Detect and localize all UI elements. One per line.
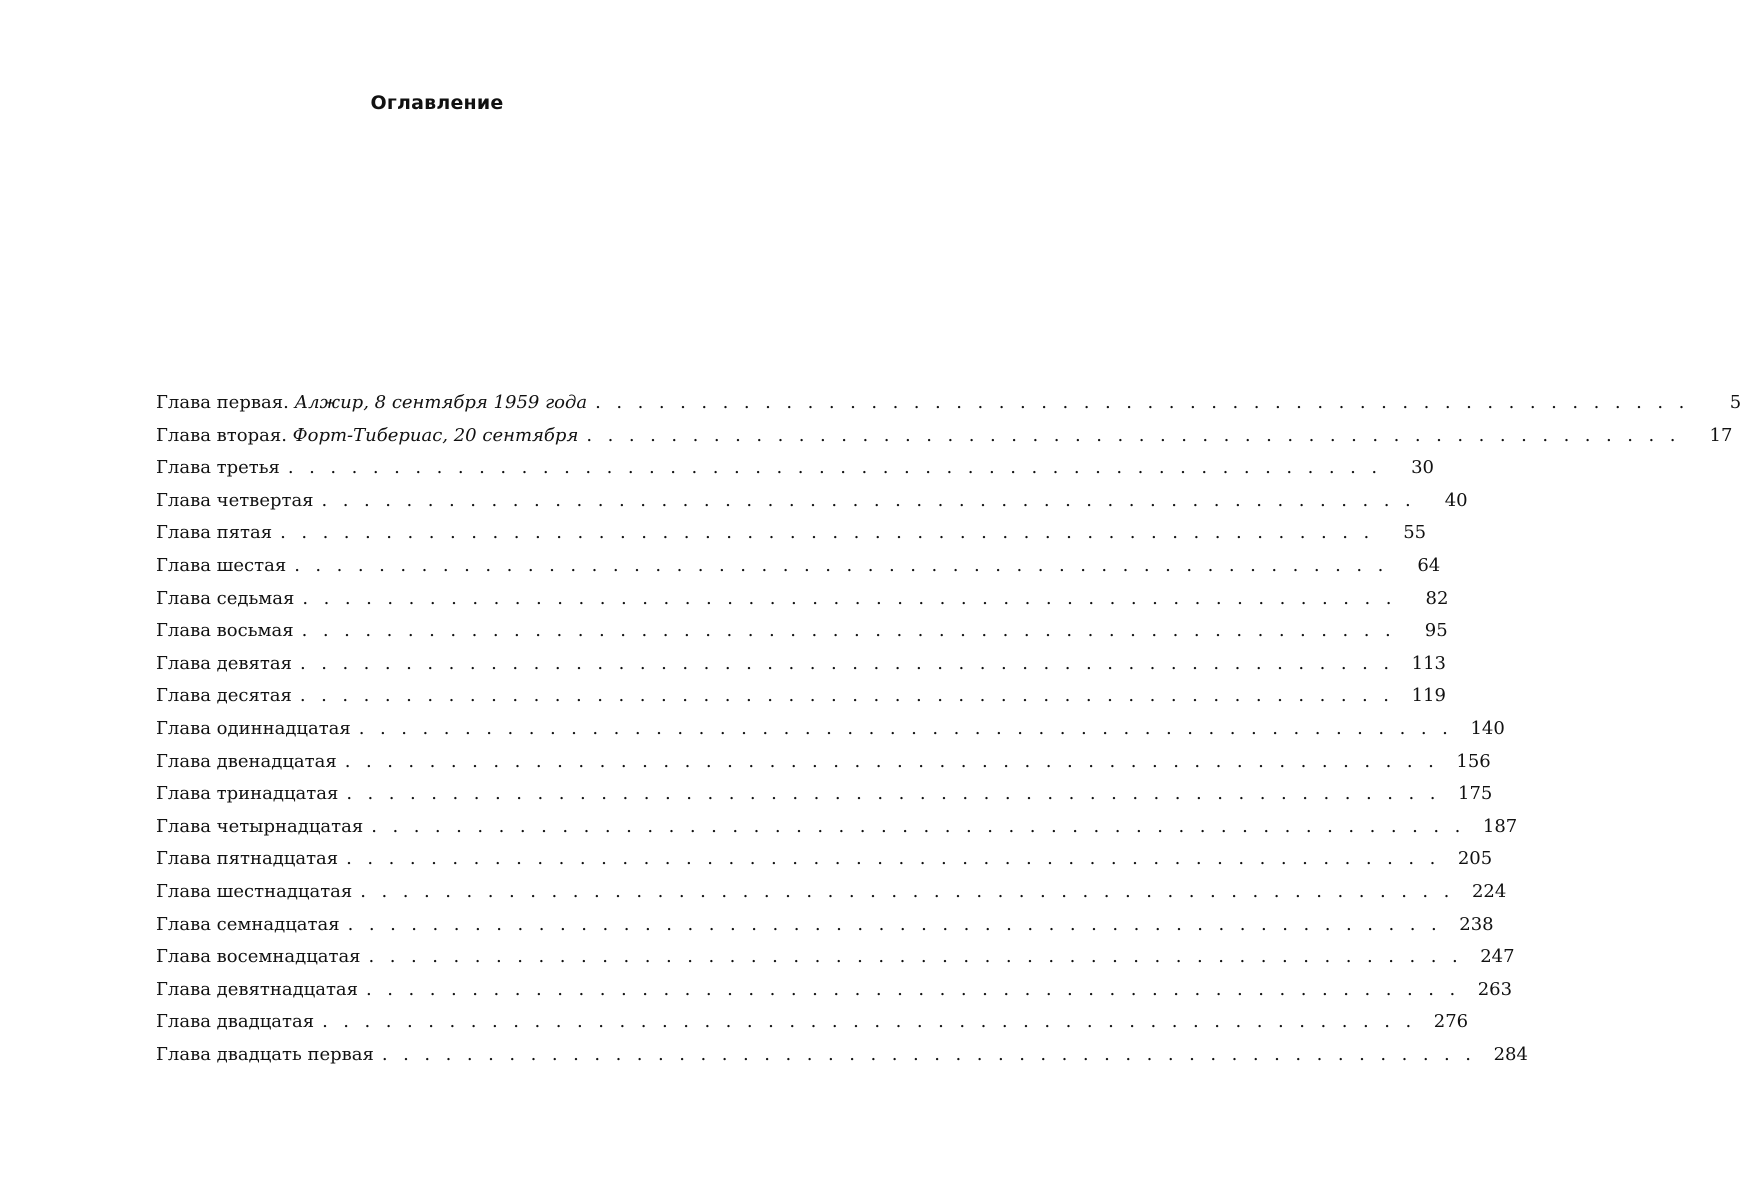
page-number: 263 — [1477, 978, 1513, 1000]
toc-entry[interactable] — [156, 974, 1513, 1007]
toc-entry[interactable] — [156, 517, 1427, 550]
toc-entry[interactable] — [156, 876, 1507, 909]
dot-leader: . . . . . . . . . . . . . . . . . . . . . . . . . . . . . . . . . . . . . . . . . . . . . . . . . . . . — [381, 1043, 1476, 1065]
toc-entry[interactable] — [156, 843, 1493, 876]
chapter-name: Глава шестая — [156, 554, 287, 576]
page-number: 276 — [1433, 1011, 1469, 1033]
page-number: 55 — [1403, 522, 1427, 544]
chapter-name: Глава двенадцатая — [156, 750, 337, 772]
chapter-name: Глава седьмая — [156, 587, 295, 609]
page-number: 224 — [1471, 880, 1507, 902]
chapter-name: Глава пятнадцатая — [156, 848, 339, 870]
dot-leader: . . . . . . . . . . . . . . . . . . . . . . . . . . . . . . . . . . . . . . . . . . . . . . . . . . . . — [366, 978, 1461, 1000]
dot-leader: . . . . . . . . . . . . . . . . . . . . . . . . . . . . . . . . . . . . . . . . . . . . . . . . . . . . — [322, 1011, 1417, 1033]
page-number: 247 — [1480, 946, 1515, 968]
page-number: 5 — [1729, 392, 1741, 413]
page-number: 40 — [1444, 489, 1468, 511]
chapter-name: Глава восемнадцатая — [156, 946, 361, 968]
dot-leader: . . . . . . . . . . . . . . . . . . . . . . . . . . . . . . . . . . . . . . . . . . . . . . . . . . . . — [358, 717, 1453, 739]
dot-leader: . . . . . . . . . . . . . . . . . . . . . . . . . . . . . . . . . . . . . . . . . . . . . . . . . . . . — [595, 392, 1690, 413]
page-number: 187 — [1482, 815, 1518, 837]
toc-entry[interactable] — [156, 550, 1441, 583]
page-number: 17 — [1709, 424, 1733, 446]
dot-leader: . . . . . . . . . . . . . . . . . . . . . . . . . . . . . . . . . . . . . . . . . . . . . . . . . . . . — [346, 848, 1441, 870]
page-number: 95 — [1424, 620, 1448, 642]
chapter-name: Глава десятая — [156, 685, 292, 707]
dot-leader: . . . . . . . . . . . . . . . . . . . . . . . . . . . . . . . . . . . . . . . . . . . . . . . . . . . . — [299, 652, 1394, 674]
page-number: 119 — [1411, 685, 1446, 707]
toc-entry[interactable] — [156, 583, 1449, 616]
toc-entry[interactable] — [156, 680, 1446, 713]
page-number: 284 — [1493, 1043, 1528, 1065]
page-number: 30 — [1411, 457, 1434, 479]
toc-entry[interactable] — [156, 420, 1733, 453]
chapter-subtitle: Алжир, 8 сентября 1959 года — [294, 392, 588, 413]
dot-leader: . . . . . . . . . . . . . . . . . . . . . . . . . . . . . . . . . . . . . . . . . . . . . . . . . . . . — [287, 457, 1382, 479]
dot-leader: . . . . . . . . . . . . . . . . . . . . . . . . . . . . . . . . . . . . . . . . . . . . . . . . . . . . — [280, 522, 1375, 544]
dot-leader: . . . . . . . . . . . . . . . . . . . . . . . . . . . . . . . . . . . . . . . . . . . . . . . . . . . . — [360, 880, 1455, 902]
page-number: 113 — [1411, 652, 1446, 674]
chapter-name: Глава первая. — [156, 392, 289, 413]
dot-leader: . . . . . . . . . . . . . . . . . . . . . . . . . . . . . . . . . . . . . . . . . . . . . . . . . . . . — [368, 946, 1463, 968]
dot-leader: . . . . . . . . . . . . . . . . . . . . . . . . . . . . . . . . . . . . . . . . . . . . . . . . . . . . — [586, 424, 1681, 446]
toc-entry[interactable] — [156, 1039, 1528, 1072]
toc-entry[interactable] — [156, 452, 1434, 485]
page-title: Оглавление — [370, 92, 504, 114]
dot-leader: . . . . . . . . . . . . . . . . . . . . . . . . . . . . . . . . . . . . . . . . . . . . . . . . . . . . — [371, 815, 1466, 837]
chapter-subtitle: Форт-Тибериас, 20 сентября — [292, 424, 579, 446]
toc-entry[interactable] — [156, 746, 1491, 779]
chapter-name: Глава третья — [156, 457, 280, 479]
table-of-contents — [156, 387, 1741, 1071]
chapter-name: Глава двадцатая — [156, 1011, 315, 1033]
toc-entry[interactable] — [156, 1006, 1469, 1039]
dot-leader: . . . . . . . . . . . . . . . . . . . . . . . . . . . . . . . . . . . . . . . . . . . . . . . . . . . . — [301, 620, 1396, 642]
dot-leader: . . . . . . . . . . . . . . . . . . . . . . . . . . . . . . . . . . . . . . . . . . . . . . . . . . . . — [299, 685, 1394, 707]
page-number: 140 — [1470, 717, 1505, 739]
chapter-name: Глава девятая — [156, 652, 292, 674]
page-number: 175 — [1458, 783, 1493, 805]
chapter-name: Глава четвертая — [156, 489, 314, 511]
toc-entry[interactable] — [156, 941, 1515, 974]
dot-leader: . . . . . . . . . . . . . . . . . . . . . . . . . . . . . . . . . . . . . . . . . . . . . . . . . . . . — [302, 587, 1397, 609]
page-number: 238 — [1459, 913, 1494, 935]
toc-entry[interactable] — [156, 485, 1468, 518]
page-number: 156 — [1456, 750, 1491, 772]
dot-leader: . . . . . . . . . . . . . . . . . . . . . . . . . . . . . . . . . . . . . . . . . . . . . . . . . . . . — [346, 783, 1441, 805]
dot-leader: . . . . . . . . . . . . . . . . . . . . . . . . . . . . . . . . . . . . . . . . . . . . . . . . . . . . — [294, 554, 1389, 576]
dot-leader: . . . . . . . . . . . . . . . . . . . . . . . . . . . . . . . . . . . . . . . . . . . . . . . . . . . . — [347, 913, 1442, 935]
toc-entry[interactable] — [156, 387, 1741, 420]
chapter-name: Глава двадцать первая — [156, 1043, 374, 1065]
chapter-name: Глава одиннадцатая — [156, 717, 351, 739]
chapter-name: Глава восьмая — [156, 620, 294, 642]
toc-entry[interactable] — [156, 811, 1518, 844]
dot-leader: . . . . . . . . . . . . . . . . . . . . . . . . . . . . . . . . . . . . . . . . . . . . . . . . . . . . — [321, 489, 1416, 511]
toc-entry[interactable] — [156, 615, 1448, 648]
toc-entry[interactable] — [156, 778, 1493, 811]
page-number: 64 — [1417, 554, 1441, 576]
page-number: 205 — [1457, 848, 1493, 870]
chapter-name: Глава семнадцатая — [156, 913, 340, 935]
toc-entry[interactable] — [156, 713, 1505, 746]
toc-entry[interactable] — [156, 909, 1494, 942]
dot-leader: . . . . . . . . . . . . . . . . . . . . . . . . . . . . . . . . . . . . . . . . . . . . . . . . . . . . — [344, 750, 1439, 772]
chapter-name: Глава вторая. — [156, 424, 287, 446]
toc-entry-label — [156, 387, 587, 420]
toc-entry[interactable] — [156, 648, 1446, 681]
chapter-name: Глава девятнадцатая — [156, 978, 359, 1000]
chapter-name: Глава тринадцатая — [156, 783, 339, 805]
chapter-name: Глава пятая — [156, 522, 273, 544]
chapter-name: Глава четырнадцатая — [156, 815, 364, 837]
chapter-name: Глава шестнадцатая — [156, 880, 353, 902]
toc-entry-label — [156, 420, 578, 453]
page-number: 82 — [1425, 587, 1449, 609]
